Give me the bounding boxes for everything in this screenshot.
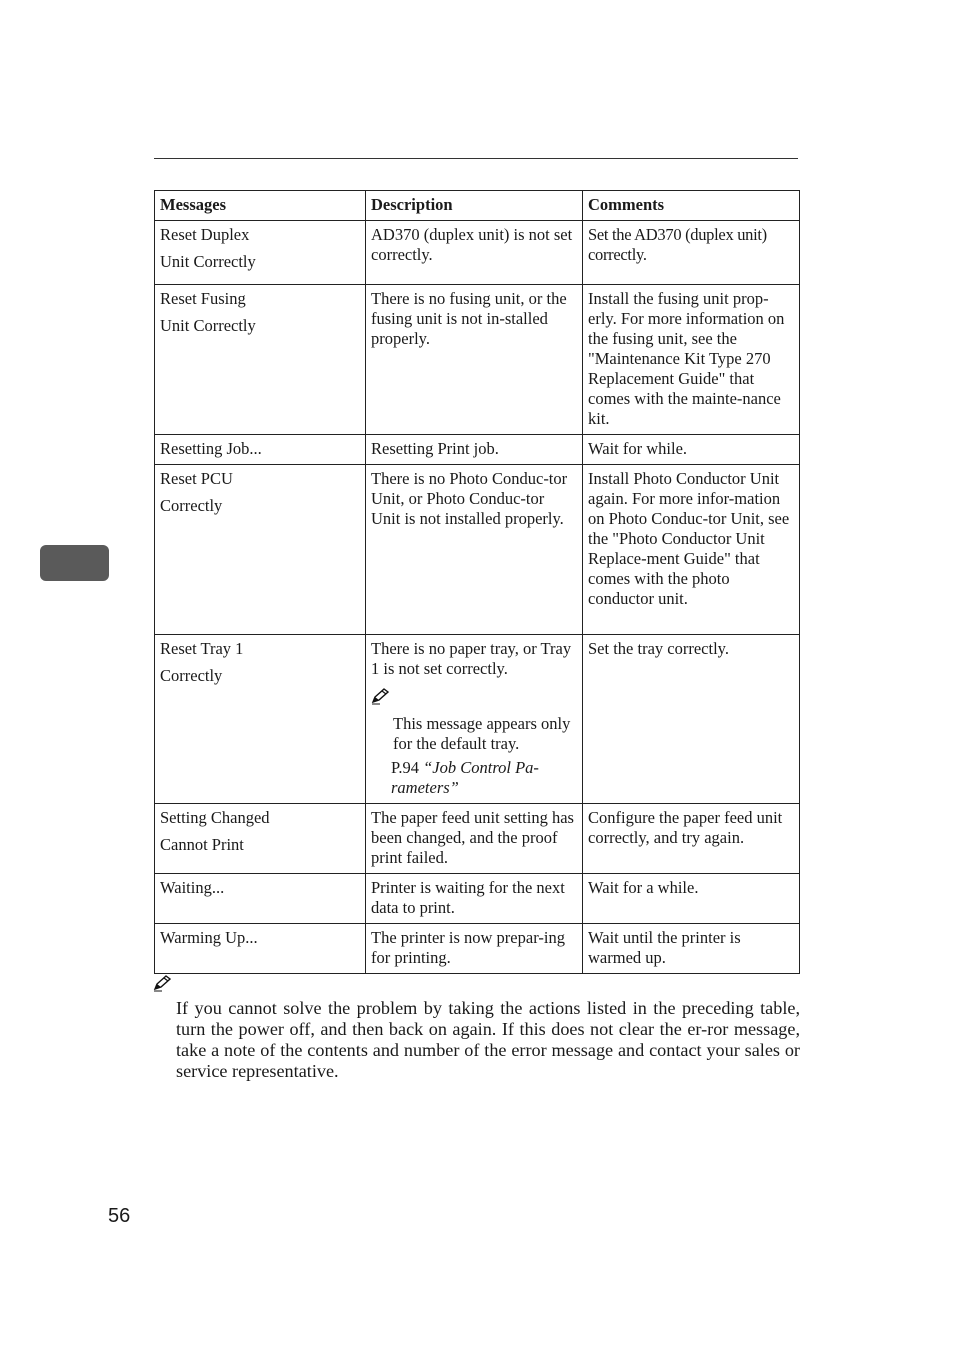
message-cell (155, 435, 366, 465)
troubleshooting-note: If you cannot solve the problem by taking the actions listed in the preceding table, turn the power off, and then back on again. If this does not clear the er-ror message, take a note of the contents and number of the error message and contact your sales or service representative. (176, 998, 800, 1081)
message-line: Reset Fusing (160, 289, 246, 308)
table-row (155, 435, 800, 465)
message-line: Warming Up... (160, 928, 258, 947)
table-row (155, 285, 800, 435)
ref-page: P.94 (391, 758, 419, 777)
description-cell: The paper feed unit setting has been changed, and the proof print failed. (366, 804, 583, 874)
description-cell: Printer is waiting for the next data to print. (366, 874, 583, 924)
message-cell (155, 804, 366, 874)
comments-cell: Configure the paper feed unit correctly, and try again. (583, 804, 800, 874)
message-line: Setting Changed (160, 808, 270, 827)
table-row (155, 874, 800, 924)
ref-title: “Job Control Pa-rameters” (391, 758, 539, 797)
description-cell: There is no Photo Conduc-tor Unit, or Photo Conduc-tor Unit is not installed properly. (366, 465, 583, 635)
message-line: Waiting... (160, 878, 225, 897)
comments-cell: Install Photo Conductor Unit again. For more infor-mation on Photo Conduc-tor Unit, see the "Photo Conductor Unit Replace-ment Guide" that comes with the photo conductor unit. (583, 465, 800, 635)
comments-cell: Install the fusing unit prop-erly. For more information on the fusing unit, see the "Maintenance Kit Type 270 Replacement Guide" that comes with the mainte-nance kit. (583, 285, 800, 435)
messages-table (154, 190, 800, 974)
comments-cell: Wait for while. (583, 435, 800, 465)
chapter-tab (40, 545, 109, 581)
message-cell (155, 465, 366, 635)
message-cell (155, 285, 366, 435)
page-number: 56 (108, 1205, 131, 1227)
message-line: Unit Correctly (160, 316, 256, 335)
description-cell: Resetting Print job. (366, 435, 583, 465)
message-line: Reset Duplex (160, 225, 250, 244)
message-line: Reset PCU (160, 469, 233, 488)
message-line: Correctly (160, 496, 223, 515)
table-row (155, 635, 800, 804)
table-row (155, 924, 800, 974)
table-header-row (155, 191, 800, 221)
description-cell (366, 635, 583, 804)
cross-reference (371, 758, 577, 798)
message-cell (155, 635, 366, 804)
comments-cell: Wait until the printer is warmed up. (583, 924, 800, 974)
header-rule (154, 158, 798, 159)
header-comments: Comments (583, 191, 800, 221)
note-pencil-icon (371, 687, 391, 705)
description-cell: AD370 (duplex unit) is not set correctly. (366, 221, 583, 285)
message-line: Correctly (160, 666, 223, 685)
description-text: There is no paper tray, or Tray 1 is not set correctly. (371, 639, 572, 678)
message-line: Resetting Job... (160, 439, 262, 458)
comments-cell: Set the AD370 (duplex unit) correctly. (583, 221, 800, 285)
header-messages: Messages (155, 191, 366, 221)
description-cell: The printer is now prepar-ing for printing. (366, 924, 583, 974)
message-cell (155, 924, 366, 974)
message-cell (155, 221, 366, 285)
description-cell: There is no fusing unit, or the fusing unit is not in-stalled properly. (366, 285, 583, 435)
message-cell (155, 874, 366, 924)
comments-cell: Set the tray correctly. (583, 635, 800, 804)
table-row (155, 465, 800, 635)
note-pencil-icon (153, 974, 173, 992)
table-row (155, 804, 800, 874)
message-line: Reset Tray 1 (160, 639, 244, 658)
message-line: Cannot Print (160, 835, 244, 854)
comments-cell: Wait for a while. (583, 874, 800, 924)
tray-note: This message appears only for the default tray. (393, 714, 571, 753)
message-line: Unit Correctly (160, 252, 256, 271)
table-row (155, 221, 800, 285)
header-description: Description (366, 191, 583, 221)
